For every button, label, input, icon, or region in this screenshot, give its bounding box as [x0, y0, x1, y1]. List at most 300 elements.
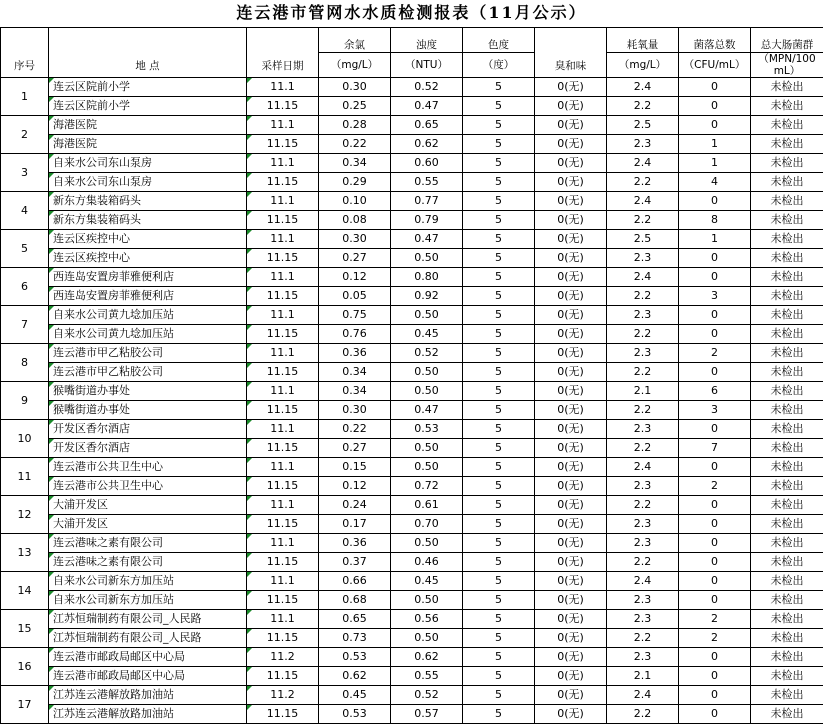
coliform-cell: 未检出 — [751, 667, 823, 686]
chlorine-cell: 0.28 — [319, 116, 391, 135]
cod-cell: 2.3 — [607, 420, 679, 439]
chlorine-cell: 0.12 — [319, 477, 391, 496]
turbidity-cell: 0.65 — [391, 116, 463, 135]
turbidity-cell: 0.50 — [391, 534, 463, 553]
coliform-cell: 未检出 — [751, 458, 823, 477]
bacteria-cell: 0 — [679, 192, 751, 211]
sample-date-cell: 11.1 — [247, 496, 319, 515]
chlorine-cell: 0.30 — [319, 401, 391, 420]
odor-cell: 0(无) — [535, 553, 607, 572]
odor-cell: 0(无) — [535, 477, 607, 496]
odor-cell: 0(无) — [535, 192, 607, 211]
sample-date-cell: 11.15 — [247, 553, 319, 572]
sequence-cell: 17 — [1, 686, 49, 724]
sequence-cell: 7 — [1, 306, 49, 344]
chlorine-cell: 0.34 — [319, 154, 391, 173]
color-cell: 5 — [463, 496, 535, 515]
coliform-cell: 未检出 — [751, 534, 823, 553]
sample-date-cell: 11.1 — [247, 344, 319, 363]
sample-date-cell: 11.15 — [247, 477, 319, 496]
chlorine-cell: 0.37 — [319, 553, 391, 572]
location-cell: 海港医院 — [49, 116, 247, 135]
chlorine-cell: 0.27 — [319, 439, 391, 458]
odor-cell: 0(无) — [535, 629, 607, 648]
bacteria-cell: 1 — [679, 230, 751, 249]
chlorine-cell: 0.66 — [319, 572, 391, 591]
bacteria-cell: 2 — [679, 629, 751, 648]
table-row — [1, 477, 823, 496]
bacteria-cell: 0 — [679, 553, 751, 572]
chlorine-cell: 0.68 — [319, 591, 391, 610]
cod-cell: 2.2 — [607, 97, 679, 116]
odor-cell: 0(无) — [535, 515, 607, 534]
cod-cell: 2.4 — [607, 78, 679, 97]
odor-cell: 0(无) — [535, 458, 607, 477]
bacteria-cell: 2 — [679, 477, 751, 496]
odor-cell: 0(无) — [535, 420, 607, 439]
sample-date-cell: 11.2 — [247, 686, 319, 705]
cod-cell: 2.2 — [607, 496, 679, 515]
cod-cell: 2.4 — [607, 686, 679, 705]
location-cell: 开发区香尔酒店 — [49, 420, 247, 439]
location-cell: 西连岛安置房菲雅便利店 — [49, 268, 247, 287]
sequence-cell: 13 — [1, 534, 49, 572]
turbidity-cell: 0.50 — [391, 382, 463, 401]
sample-date-cell: 11.15 — [247, 211, 319, 230]
sample-date-cell: 11.1 — [247, 458, 319, 477]
bacteria-cell: 2 — [679, 344, 751, 363]
table-row — [1, 344, 823, 363]
color-cell: 5 — [463, 382, 535, 401]
cod-cell: 2.3 — [607, 648, 679, 667]
cod-cell: 2.1 — [607, 382, 679, 401]
turbidity-cell: 0.52 — [391, 686, 463, 705]
chlorine-cell: 0.34 — [319, 382, 391, 401]
bacteria-cell: 0 — [679, 591, 751, 610]
location-cell: 西连岛安置房菲雅便利店 — [49, 287, 247, 306]
location-cell: 连云区疾控中心 — [49, 230, 247, 249]
table-row — [1, 420, 823, 439]
sequence-cell: 1 — [1, 78, 49, 116]
color-cell: 5 — [463, 591, 535, 610]
color-cell: 5 — [463, 325, 535, 344]
location-cell: 连云港市邮政局邮区中心局 — [49, 667, 247, 686]
location-cell: 连云港市邮政局邮区中心局 — [49, 648, 247, 667]
location-cell: 开发区香尔酒店 — [49, 439, 247, 458]
odor-cell: 0(无) — [535, 572, 607, 591]
table-row — [1, 610, 823, 629]
sample-date-cell: 11.1 — [247, 116, 319, 135]
cod-cell: 2.3 — [607, 591, 679, 610]
sample-date-cell: 11.15 — [247, 325, 319, 344]
location-cell: 海港医院 — [49, 135, 247, 154]
bacteria-cell: 1 — [679, 135, 751, 154]
cod-cell: 2.2 — [607, 325, 679, 344]
sequence-cell: 2 — [1, 116, 49, 154]
sample-date-cell: 11.15 — [247, 401, 319, 420]
coliform-cell: 未检出 — [751, 306, 823, 325]
coliform-cell: 未检出 — [751, 610, 823, 629]
turbidity-cell: 0.72 — [391, 477, 463, 496]
chlorine-cell: 0.45 — [319, 686, 391, 705]
sample-date-cell: 11.15 — [247, 173, 319, 192]
sample-date-cell: 11.15 — [247, 515, 319, 534]
unit-bacteria: （CFU/mL） — [679, 53, 751, 78]
coliform-cell: 未检出 — [751, 78, 823, 97]
water-quality-table — [0, 27, 823, 724]
table-row — [1, 306, 823, 325]
location-cell: 连云区疾控中心 — [49, 249, 247, 268]
chlorine-cell: 0.05 — [319, 287, 391, 306]
location-cell: 自来水公司黄九埝加压站 — [49, 306, 247, 325]
chlorine-cell: 0.25 — [319, 97, 391, 116]
table-row — [1, 78, 823, 97]
chlorine-cell: 0.29 — [319, 173, 391, 192]
bacteria-cell: 4 — [679, 173, 751, 192]
coliform-cell: 未检出 — [751, 97, 823, 116]
odor-cell: 0(无) — [535, 439, 607, 458]
header-odor: 臭和味 — [535, 28, 607, 78]
chlorine-cell: 0.17 — [319, 515, 391, 534]
coliform-cell: 未检出 — [751, 135, 823, 154]
turbidity-cell: 0.62 — [391, 135, 463, 154]
location-cell: 新东方集装箱码头 — [49, 211, 247, 230]
color-cell: 5 — [463, 116, 535, 135]
turbidity-cell: 0.45 — [391, 572, 463, 591]
sample-date-cell: 11.1 — [247, 382, 319, 401]
coliform-cell: 未检出 — [751, 287, 823, 306]
coliform-cell: 未检出 — [751, 496, 823, 515]
bacteria-cell: 0 — [679, 97, 751, 116]
sample-date-cell: 11.15 — [247, 135, 319, 154]
turbidity-cell: 0.55 — [391, 667, 463, 686]
color-cell: 5 — [463, 439, 535, 458]
location-cell: 自来水公司东山泵房 — [49, 154, 247, 173]
coliform-cell: 未检出 — [751, 477, 823, 496]
table-row — [1, 458, 823, 477]
coliform-cell: 未检出 — [751, 553, 823, 572]
chlorine-cell: 0.30 — [319, 78, 391, 97]
table-row — [1, 154, 823, 173]
bacteria-cell: 3 — [679, 401, 751, 420]
color-cell: 5 — [463, 477, 535, 496]
color-cell: 5 — [463, 230, 535, 249]
cod-cell: 2.3 — [607, 135, 679, 154]
table-row — [1, 363, 823, 382]
coliform-cell: 未检出 — [751, 705, 823, 724]
cod-cell: 2.3 — [607, 610, 679, 629]
odor-cell: 0(无) — [535, 173, 607, 192]
odor-cell: 0(无) — [535, 78, 607, 97]
color-cell: 5 — [463, 705, 535, 724]
location-cell: 大浦开发区 — [49, 496, 247, 515]
sample-date-cell: 11.15 — [247, 667, 319, 686]
color-cell: 5 — [463, 135, 535, 154]
color-cell: 5 — [463, 686, 535, 705]
table-row — [1, 116, 823, 135]
header-seq: 序号 — [1, 28, 49, 78]
chlorine-cell: 0.62 — [319, 667, 391, 686]
table-body — [1, 78, 823, 724]
color-cell: 5 — [463, 211, 535, 230]
odor-cell: 0(无) — [535, 135, 607, 154]
location-cell: 自来水公司黄九埝加压站 — [49, 325, 247, 344]
turbidity-cell: 0.46 — [391, 553, 463, 572]
coliform-cell: 未检出 — [751, 325, 823, 344]
cod-cell: 2.3 — [607, 534, 679, 553]
sample-date-cell: 11.1 — [247, 572, 319, 591]
bacteria-cell: 7 — [679, 439, 751, 458]
location-cell: 自来水公司新东方加压站 — [49, 572, 247, 591]
chlorine-cell: 0.22 — [319, 135, 391, 154]
odor-cell: 0(无) — [535, 230, 607, 249]
sequence-cell: 8 — [1, 344, 49, 382]
chlorine-cell: 0.75 — [319, 306, 391, 325]
turbidity-cell: 0.45 — [391, 325, 463, 344]
unit-coliform-line1: （MPN/100 — [751, 53, 823, 65]
sample-date-cell: 11.15 — [247, 363, 319, 382]
bacteria-cell: 6 — [679, 382, 751, 401]
color-cell: 5 — [463, 154, 535, 173]
sample-date-cell: 11.15 — [247, 249, 319, 268]
bacteria-cell: 0 — [679, 78, 751, 97]
turbidity-cell: 0.50 — [391, 306, 463, 325]
turbidity-cell: 0.56 — [391, 610, 463, 629]
coliform-cell: 未检出 — [751, 211, 823, 230]
color-cell: 5 — [463, 667, 535, 686]
sample-date-cell: 11.15 — [247, 629, 319, 648]
turbidity-cell: 0.61 — [391, 496, 463, 515]
sample-date-cell: 11.15 — [247, 97, 319, 116]
odor-cell: 0(无) — [535, 591, 607, 610]
location-cell: 连云港市公共卫生中心 — [49, 458, 247, 477]
sample-date-cell: 11.1 — [247, 78, 319, 97]
cod-cell: 2.4 — [607, 192, 679, 211]
table-row — [1, 211, 823, 230]
chlorine-cell: 0.36 — [319, 344, 391, 363]
color-cell: 5 — [463, 287, 535, 306]
color-cell: 5 — [463, 629, 535, 648]
odor-cell: 0(无) — [535, 97, 607, 116]
bacteria-cell: 0 — [679, 325, 751, 344]
table-row — [1, 629, 823, 648]
sample-date-cell: 11.1 — [247, 230, 319, 249]
table-row — [1, 515, 823, 534]
odor-cell: 0(无) — [535, 306, 607, 325]
table-row — [1, 325, 823, 344]
chlorine-cell: 0.22 — [319, 420, 391, 439]
color-cell: 5 — [463, 97, 535, 116]
color-cell: 5 — [463, 249, 535, 268]
location-cell: 新东方集装箱码头 — [49, 192, 247, 211]
sample-date-cell: 11.1 — [247, 420, 319, 439]
bacteria-cell: 0 — [679, 268, 751, 287]
unit-coliform — [751, 53, 823, 78]
coliform-cell: 未检出 — [751, 173, 823, 192]
sample-date-cell: 11.1 — [247, 192, 319, 211]
color-cell: 5 — [463, 610, 535, 629]
turbidity-cell: 0.47 — [391, 401, 463, 420]
odor-cell: 0(无) — [535, 382, 607, 401]
bacteria-cell: 0 — [679, 249, 751, 268]
turbidity-cell: 0.50 — [391, 249, 463, 268]
chlorine-cell: 0.15 — [319, 458, 391, 477]
table-row — [1, 249, 823, 268]
coliform-cell: 未检出 — [751, 154, 823, 173]
coliform-cell: 未检出 — [751, 344, 823, 363]
cod-cell: 2.3 — [607, 306, 679, 325]
odor-cell: 0(无) — [535, 287, 607, 306]
turbidity-cell: 0.50 — [391, 591, 463, 610]
location-cell: 猴嘴街道办事处 — [49, 401, 247, 420]
header-chlorine: 余氯 — [319, 28, 391, 53]
location-cell: 自来水公司新东方加压站 — [49, 591, 247, 610]
table-row — [1, 686, 823, 705]
sample-date-cell: 11.15 — [247, 705, 319, 724]
coliform-cell: 未检出 — [751, 648, 823, 667]
cod-cell: 2.2 — [607, 439, 679, 458]
table-row — [1, 287, 823, 306]
turbidity-cell: 0.47 — [391, 230, 463, 249]
coliform-cell: 未检出 — [751, 629, 823, 648]
color-cell: 5 — [463, 420, 535, 439]
turbidity-cell: 0.79 — [391, 211, 463, 230]
coliform-cell: 未检出 — [751, 249, 823, 268]
table-row — [1, 572, 823, 591]
unit-cod: （mg/L） — [607, 53, 679, 78]
chlorine-cell: 0.36 — [319, 534, 391, 553]
turbidity-cell: 0.52 — [391, 78, 463, 97]
color-cell: 5 — [463, 534, 535, 553]
location-cell: 连云区院前小学 — [49, 97, 247, 116]
odor-cell: 0(无) — [535, 344, 607, 363]
bacteria-cell: 3 — [679, 287, 751, 306]
coliform-cell: 未检出 — [751, 591, 823, 610]
location-cell: 自来水公司东山泵房 — [49, 173, 247, 192]
color-cell: 5 — [463, 401, 535, 420]
sample-date-cell: 11.1 — [247, 268, 319, 287]
cod-cell: 2.3 — [607, 249, 679, 268]
color-cell: 5 — [463, 363, 535, 382]
sequence-cell: 11 — [1, 458, 49, 496]
turbidity-cell: 0.80 — [391, 268, 463, 287]
bacteria-cell: 0 — [679, 534, 751, 553]
bacteria-cell: 2 — [679, 610, 751, 629]
turbidity-cell: 0.92 — [391, 287, 463, 306]
table-row — [1, 173, 823, 192]
odor-cell: 0(无) — [535, 116, 607, 135]
table-row — [1, 705, 823, 724]
cod-cell: 2.5 — [607, 116, 679, 135]
sample-date-cell: 11.1 — [247, 154, 319, 173]
cod-cell: 2.2 — [607, 287, 679, 306]
cod-cell: 2.4 — [607, 572, 679, 591]
sequence-cell: 12 — [1, 496, 49, 534]
turbidity-cell: 0.57 — [391, 705, 463, 724]
chlorine-cell: 0.30 — [319, 230, 391, 249]
turbidity-cell: 0.77 — [391, 192, 463, 211]
location-cell: 连云港市甲乙粘胶公司 — [49, 344, 247, 363]
chlorine-cell: 0.76 — [319, 325, 391, 344]
header-turbidity: 浊度 — [391, 28, 463, 53]
location-cell: 连云港味之素有限公司 — [49, 553, 247, 572]
location-cell: 江苏恒瑞制药有限公司_人民路 — [49, 629, 247, 648]
cod-cell: 2.3 — [607, 477, 679, 496]
odor-cell: 0(无) — [535, 249, 607, 268]
table-row — [1, 591, 823, 610]
odor-cell: 0(无) — [535, 325, 607, 344]
bacteria-cell: 0 — [679, 496, 751, 515]
sample-date-cell: 11.1 — [247, 534, 319, 553]
header-bacteria: 菌落总数 — [679, 28, 751, 53]
bacteria-cell: 0 — [679, 667, 751, 686]
sample-date-cell: 11.2 — [247, 648, 319, 667]
location-cell: 连云区院前小学 — [49, 78, 247, 97]
turbidity-cell: 0.53 — [391, 420, 463, 439]
chlorine-cell: 0.27 — [319, 249, 391, 268]
odor-cell: 0(无) — [535, 667, 607, 686]
cod-cell: 2.3 — [607, 515, 679, 534]
bacteria-cell: 0 — [679, 515, 751, 534]
turbidity-cell: 0.50 — [391, 439, 463, 458]
table-row — [1, 401, 823, 420]
odor-cell: 0(无) — [535, 496, 607, 515]
sample-date-cell: 11.15 — [247, 439, 319, 458]
turbidity-cell: 0.70 — [391, 515, 463, 534]
sequence-cell: 14 — [1, 572, 49, 610]
turbidity-cell: 0.50 — [391, 629, 463, 648]
cod-cell: 2.5 — [607, 230, 679, 249]
location-cell: 大浦开发区 — [49, 515, 247, 534]
coliform-cell: 未检出 — [751, 401, 823, 420]
odor-cell: 0(无) — [535, 211, 607, 230]
cod-cell: 2.3 — [607, 344, 679, 363]
sequence-cell: 5 — [1, 230, 49, 268]
report-title: 连云港市管网水水质检测报表（11月公示） — [0, 0, 823, 26]
odor-cell: 0(无) — [535, 648, 607, 667]
table-row — [1, 230, 823, 249]
unit-turbidity: （NTU） — [391, 53, 463, 78]
table-row — [1, 496, 823, 515]
table-row — [1, 192, 823, 211]
cod-cell: 2.2 — [607, 553, 679, 572]
turbidity-cell: 0.50 — [391, 363, 463, 382]
odor-cell: 0(无) — [535, 154, 607, 173]
unit-chlorine: （mg/L） — [319, 53, 391, 78]
turbidity-cell: 0.55 — [391, 173, 463, 192]
coliform-cell: 未检出 — [751, 363, 823, 382]
coliform-cell: 未检出 — [751, 686, 823, 705]
table-row — [1, 439, 823, 458]
sample-date-cell: 11.1 — [247, 306, 319, 325]
color-cell: 5 — [463, 306, 535, 325]
table-row — [1, 382, 823, 401]
color-cell: 5 — [463, 515, 535, 534]
header-sample-date: 采样日期 — [247, 28, 319, 78]
cod-cell: 2.2 — [607, 173, 679, 192]
table-row — [1, 534, 823, 553]
chlorine-cell: 0.08 — [319, 211, 391, 230]
chlorine-cell: 0.12 — [319, 268, 391, 287]
chlorine-cell: 0.53 — [319, 705, 391, 724]
color-cell: 5 — [463, 173, 535, 192]
coliform-cell: 未检出 — [751, 116, 823, 135]
color-cell: 5 — [463, 553, 535, 572]
odor-cell: 0(无) — [535, 401, 607, 420]
bacteria-cell: 0 — [679, 686, 751, 705]
chlorine-cell: 0.10 — [319, 192, 391, 211]
chlorine-cell: 0.53 — [319, 648, 391, 667]
